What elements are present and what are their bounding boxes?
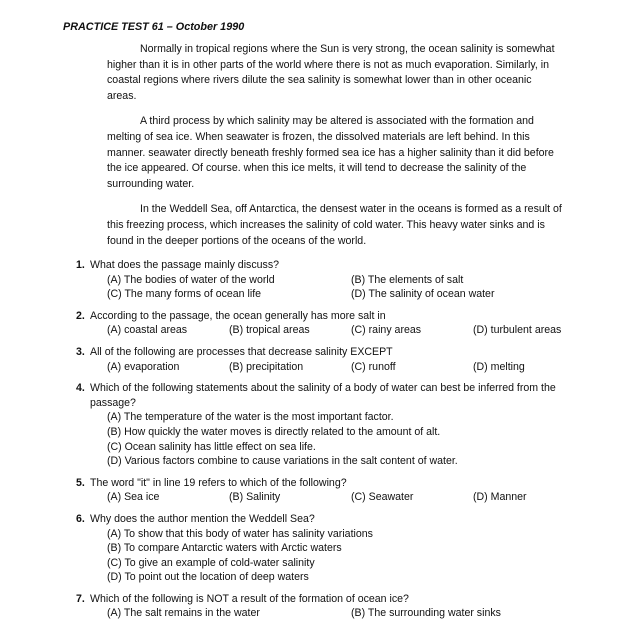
answer-options — [76, 273, 576, 302]
answer-option-b: (B) precipitation — [229, 360, 304, 373]
answer-option-c: (C) To give an example of cold-water salinity — [107, 556, 315, 569]
answer-option-d: (D) To point out the location of deep waters — [107, 571, 309, 584]
passage-paragraph: Normally in tropical regions where the Sun is very strong, the ocean salinity is somewhat higher than it is in other parts of the world where there is not as much evaporation. Similarly, in coastal regions where rivers dilute the sea salinity is somewhat lower than in other oceanic areas. — [107, 43, 555, 102]
question-7 — [76, 592, 576, 621]
answer-options — [76, 323, 576, 338]
answer-option-b: (B) tropical areas — [229, 324, 310, 337]
answer-option-d: (D) Manner — [473, 491, 527, 504]
answer-options — [76, 606, 576, 621]
answer-options — [76, 360, 576, 375]
question-stem: What does the passage mainly discuss? — [90, 259, 280, 271]
question-5 — [76, 476, 576, 505]
answer-option-c: (C) The many forms of ocean life — [107, 288, 262, 301]
test-title: PRACTICE TEST 61 – October 1990 — [63, 21, 245, 33]
question-number: 1. — [76, 259, 85, 271]
answer-option-c: (C) Seawater — [351, 491, 414, 504]
answer-option-d: (D) melting — [473, 360, 525, 373]
answer-option-a: (A) evaporation — [107, 360, 180, 373]
question-stem: The word "it" in line 19 refers to which of the following? — [90, 476, 347, 489]
answer-option-a: (A) The salt remains in the water — [107, 607, 260, 620]
passage-paragraph: In the Weddell Sea, off Antarctica, the densest water in the oceans is formed as a result of this freezing process, which increases the salinity of cold water. This heavy water sinks and is found in the deeper portions of the oceans of the world. — [107, 203, 562, 247]
question-6 — [76, 512, 576, 585]
answer-option-c: (C) rainy areas — [351, 324, 422, 337]
answer-option-d: (D) Various factors combine to cause variations in the salt content of water. — [107, 455, 458, 468]
question-stem: Which of the following is NOT a result of the formation of ocean ice? — [90, 592, 409, 605]
answer-option-a: (A) To show that this body of water has salinity variations — [107, 527, 373, 540]
answer-option-b: (B) Salinity — [229, 491, 281, 504]
answer-option-c: (C) Ocean salinity has little effect on sea life. — [107, 440, 316, 453]
question-number: 4. — [76, 382, 85, 395]
answer-options — [76, 490, 576, 505]
answer-option-d: (D) turbulent areas — [473, 324, 562, 337]
question-list — [76, 258, 576, 628]
answer-option-b: (B) How quickly the water moves is directly related to the amount of alt. — [107, 425, 441, 438]
question-number: 6. — [76, 512, 85, 525]
answer-option-b: (B) To compare Antarctic waters with Arctic waters — [107, 542, 342, 555]
question-number: 3. — [76, 345, 85, 358]
question-stem: According to the passage, the ocean generally has more salt in — [90, 309, 386, 322]
reading-passage — [107, 42, 562, 259]
question-number: 2. — [76, 309, 85, 322]
answer-option-c: (C) runoff — [351, 360, 396, 373]
answer-option-a: (A) coastal areas — [107, 324, 188, 337]
answer-option-b: (B) The elements of salt — [351, 273, 464, 286]
question-stem: Why does the author mention the Weddell Sea? — [90, 512, 315, 525]
question-1 — [76, 258, 576, 302]
answer-option-a: (A) The bodies of water of the world — [107, 273, 275, 286]
question-3 — [76, 345, 576, 374]
question-4 — [76, 381, 576, 469]
answer-option-b: (B) The surrounding water sinks — [351, 607, 501, 620]
answer-option-d: (D) The salinity of ocean water — [351, 288, 495, 301]
question-2 — [76, 309, 576, 338]
answer-option-a: (A) The temperature of the water is the most important factor. — [107, 411, 394, 424]
question-stem: Which of the following statements about the salinity of a body of water can best be inferred from the passage? — [90, 382, 556, 409]
answer-option-a: (A) Sea ice — [107, 491, 160, 504]
answer-options — [76, 410, 576, 468]
question-number: 5. — [76, 476, 85, 489]
answer-options — [76, 527, 576, 585]
question-stem: All of the following are processes that decrease salinity EXCEPT — [90, 345, 393, 358]
passage-paragraph: A third process by which salinity may be altered is associated with the formation and melting of sea ice. When seawater is frozen, the dissolved materials are left behind. In this manner. seawater directly beneath freshly formed sea ice has a higher salinity than it did before the ice appeared. Of course. when this ice melts, it will tend to decrease the salinity of the surrounding water. — [107, 115, 554, 190]
question-number: 7. — [76, 592, 85, 605]
